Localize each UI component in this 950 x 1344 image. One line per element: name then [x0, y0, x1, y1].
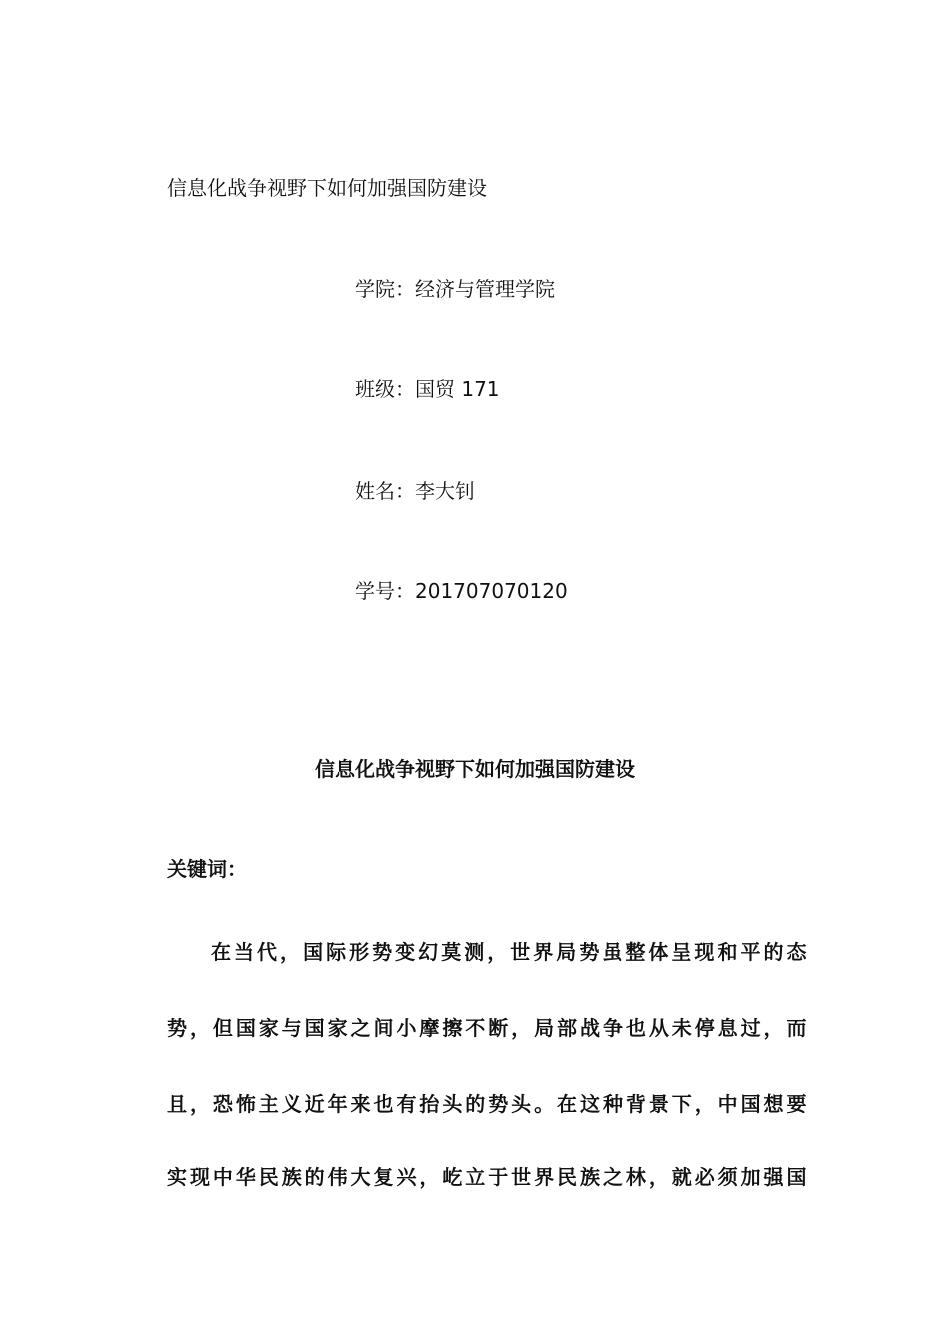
cover-title: 信息化战争视野下如何加强国防建设 [167, 176, 487, 200]
keywords-label: 关键词： [167, 857, 247, 881]
body-paragraph-line: 势，但国家与国家之间小摩擦不断，局部战争也从未停息过，而 [167, 1016, 807, 1040]
student-id-field: 学号：201707070120 [355, 579, 568, 603]
document-title: 信息化战争视野下如何加强国防建设 [315, 757, 635, 781]
body-paragraph-line: 实现中华民族的伟大复兴，屹立于世界民族之林，就必须加强国 [167, 1165, 807, 1189]
body-paragraph-line: 在当代，国际形势变幻莫测，世界局势虽整体呈现和平的态 [211, 940, 807, 964]
college-field: 学院：经济与管理学院 [355, 277, 555, 301]
name-field: 姓名：李大钊 [355, 479, 475, 503]
body-paragraph-line: 且，恐怖主义近年来也有抬头的势头。在这种背景下，中国想要 [167, 1092, 807, 1116]
class-field: 班级：国贸 171 [355, 377, 500, 401]
